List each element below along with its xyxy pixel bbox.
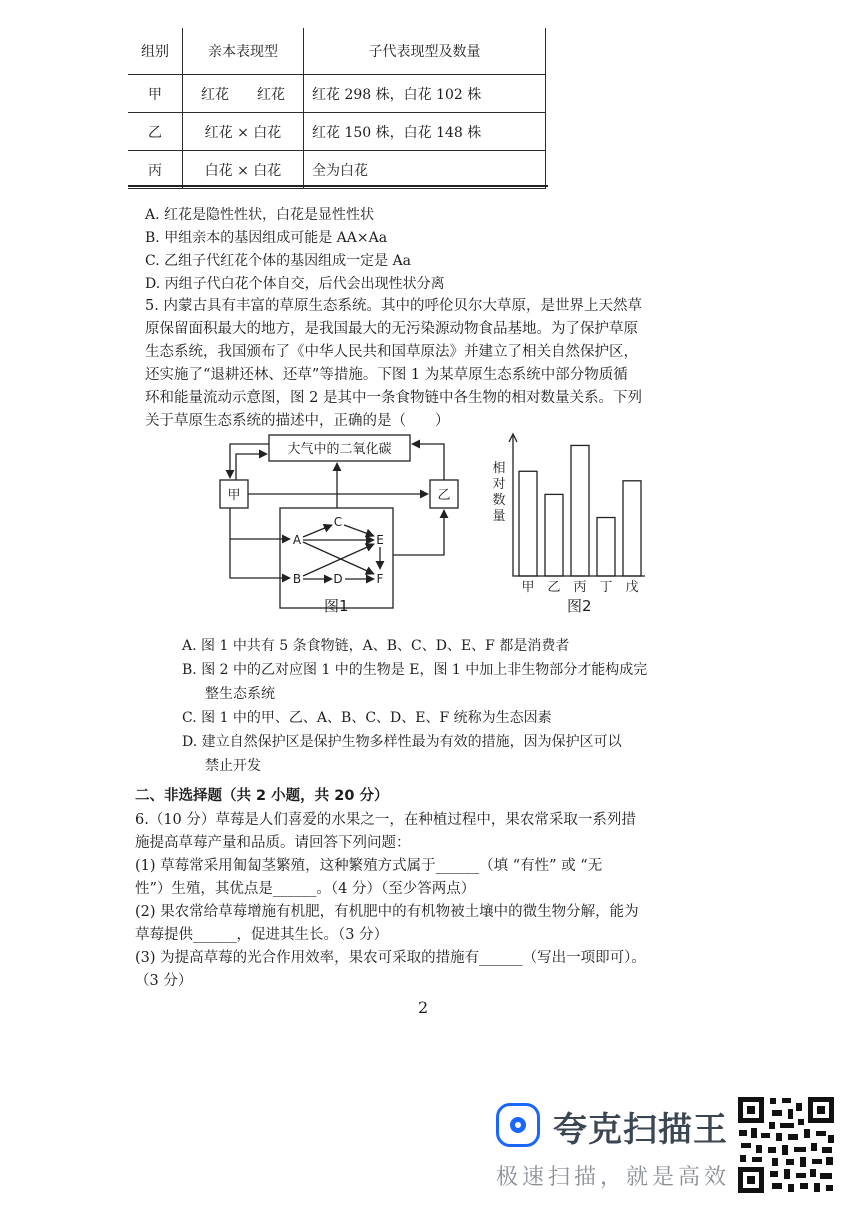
table-cell: 红花 红花 [183,75,304,113]
q6-line: 草莓提供______，促进其生长。（3 分） [135,927,389,943]
q5-stem-line: 生态系统，我国颁布了《中华人民共和国草原法》并建立了相关自然保护区， [145,344,638,360]
decomposer-label: 乙 [437,488,451,503]
table-header-row [128,28,546,75]
quark-logo-icon [496,1103,540,1147]
x-tick-label: 戊 [625,580,639,595]
co2-label: 大气中的二氧化碳 [287,442,392,457]
table-cell: 红花 150 株，白花 148 株 [304,113,546,151]
table-header-cell: 组别 [128,28,183,75]
q5-stem-line: 5. 内蒙古具有丰富的草原生态系统。其中的呼伦贝尔大草原，是世界上天然草 [145,298,642,314]
brand-slogan: 极速扫描，就是高效 [496,1165,731,1190]
table-cell: 乙 [128,113,183,151]
brand-name: 夸克扫描王 [553,1110,728,1150]
q6-line: (3) 为提高草莓的光合作用效率，果农可采取的措施有______（写出一项即可）。 [135,950,646,966]
bar-0 [519,471,537,576]
y-axis-label: 相对数量 [492,461,506,524]
q5-option-c: C. 图 1 中的甲、乙、A、B、C、D、E、F 统称为生态因素 [182,710,552,726]
q6-line: （3 分） [135,973,193,989]
q6-line: (1) 草莓常采用匍匐茎繁殖，这种繁殖方式属于______（填 “有性” 或 “无 [135,858,603,874]
q6-line: 施提高草莓产量和品质。请回答下列问题： [135,835,411,851]
q5-stem-line: 关于草原生态系统的描述中，正确的是（ ） [145,413,450,429]
q5-stem-line: 原保留面积最大的地方，是我国最大的无污染源动物食品基地。为了保护草原 [145,321,638,337]
table-row [128,151,546,189]
bar-4 [623,481,641,576]
producer-label: 甲 [227,488,241,503]
figure-1-caption: 图1 [324,597,349,615]
q5-stem-line: 环和能量流动示意图，图 2 是其中一条食物链中各生物的相对数量关系。下列 [145,390,642,406]
bar-3 [597,518,615,576]
q6-line: 性”）生殖，其优点是______。（4 分）（至少答两点） [135,881,476,897]
q5-option-d: D. 建立自然保护区是保护生物多样性最为有效的措施，因为保护区可以 [182,734,622,750]
q5-stem-line: 还实施了“退耕还林、还草”等措施。下图 1 为某草原生态系统中部分物质循 [145,367,628,383]
q5-option-b: B. 图 2 中的乙对应图 1 中的生物是 E，图 1 中加上非生物部分才能构成完 [182,662,648,678]
x-tick-label: 甲 [521,580,535,595]
page-number: 2 [418,998,429,1017]
table-cell: 白花 × 白花 [183,151,304,189]
q4-option-b: B. 甲组亲本的基因组成可能是 AA×Aa [145,230,388,246]
bar-2 [571,445,589,576]
table-cell: 红花 298 株，白花 102 株 [304,75,546,113]
table-cell: 红花 × 白花 [183,113,304,151]
q4-option-a: A. 红花是隐性性状，白花是显性性状 [145,207,375,223]
table-bottom-rule [128,185,548,187]
x-tick-label: 丙 [573,580,587,595]
q5-option-a: A. 图 1 中共有 5 条食物链，A、B、C、D、E、F 都是消费者 [182,638,570,654]
q4-option-c: C. 乙组子代红花个体的基因组成一定是 Aa [145,253,412,269]
x-tick-label: 丁 [599,580,613,595]
x-tick-label: 乙 [547,580,561,595]
figure-2-chart [485,430,665,600]
q5-option-b-continued: 整生态系统 [205,686,275,702]
section-2-title: 二、非选择题（共 2 小题，共 20 分） [135,788,389,804]
figure-2-caption: 图2 [567,597,592,615]
qr-code-icon [736,1095,836,1195]
table-header-cell: 子代表现型及数量 [304,28,546,75]
node-a-label: A [292,533,302,547]
q6-line: 6.（10 分）草莓是人们喜爱的水果之一，在种植过程中，果农常采取一系列措 [135,812,636,828]
table-row [128,113,546,151]
node-f-label: F [376,572,384,586]
genetics-table [128,28,546,189]
node-e-label: E [376,533,384,547]
table-row [128,75,546,113]
node-d-label: D [333,572,343,586]
q5-option-d-continued: 禁止开发 [205,758,261,774]
q6-line: (2) 果农常给草莓增施有机肥，有机肥中的有机物被土壤中的微生物分解，能为 [135,904,639,920]
table-cell: 甲 [128,75,183,113]
node-b-label: B [292,572,302,586]
q4-option-d: D. 丙组子代白花个体自交，后代会出现性状分离 [145,276,445,292]
node-c-label: C [333,515,343,529]
table-cell: 全为白花 [304,151,546,189]
table-header-cell: 亲本表现型 [183,28,304,75]
chart-axes [513,436,645,576]
bar-1 [545,494,563,576]
table-cell: 丙 [128,151,183,189]
